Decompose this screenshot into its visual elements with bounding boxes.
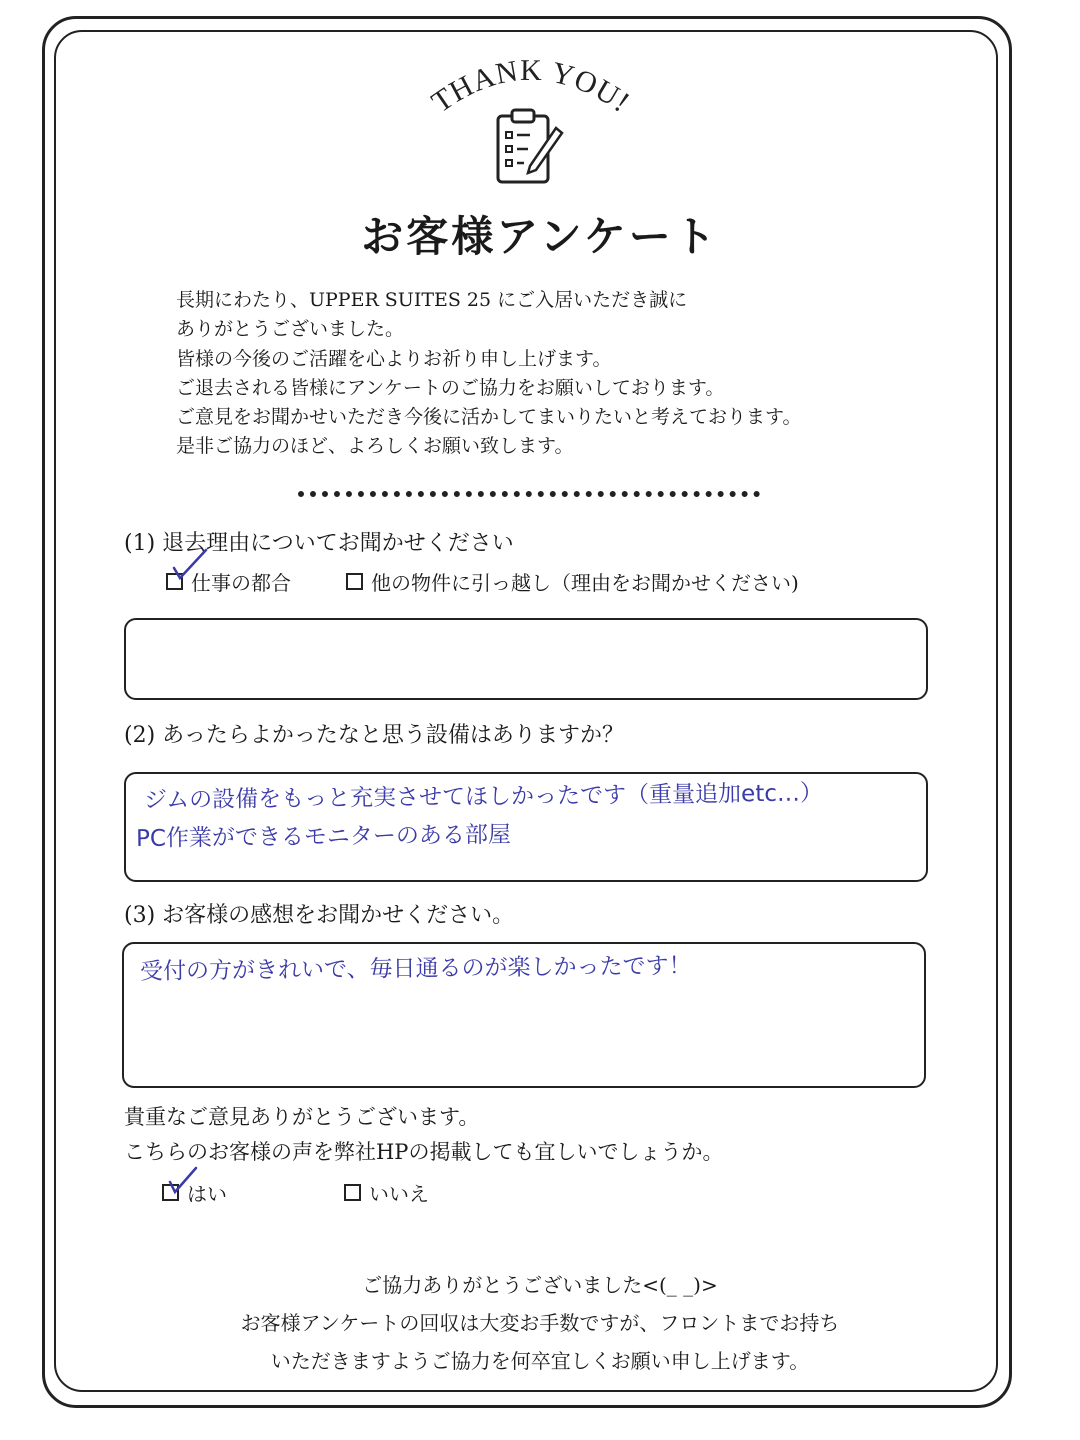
q2-answer-line-1: ジムの設備をもっと充実させてほしかったです（重量追加etc…）	[143, 780, 824, 814]
intro-line: ご意見をお聞かせいただき今後に活かしてまいりたいと考えております。	[176, 406, 802, 429]
closing-line: いただきますようご協力を何卒宜しくお願い申し上げます。	[270, 1349, 810, 1373]
q1-answer-box[interactable]	[124, 618, 928, 700]
thank-you-text: THANK YOU!	[425, 53, 637, 120]
q1-moving-checkbox[interactable]	[346, 573, 363, 590]
intro-line: ありがとうございました。	[176, 318, 405, 341]
consent-no-checkbox[interactable]	[344, 1184, 361, 1201]
question-1-label: (1) 退去理由についてお聞かせください	[124, 531, 514, 556]
intro-line: ご退去される皆様にアンケートのご協力をお願いしております。	[176, 376, 725, 399]
page-title: お客様アンケート	[361, 212, 719, 261]
q2-answer-line-2: PC作業ができるモニターのある部屋	[135, 822, 512, 852]
q3-answer-line-1: 受付の方がきれいで、毎日通るのが楽しかったです！	[139, 953, 692, 985]
consent-option-no[interactable]	[344, 1178, 429, 1207]
consent-yes-label: はい	[187, 1182, 227, 1206]
closing-line: お客様アンケートの回収は大変お手数ですが、フロントまでお持ち	[240, 1311, 840, 1335]
intro-line: 皆様の今後のご活躍を心よりお祈り申し上げます。	[176, 347, 612, 370]
intro-line: 是非ご協力のほど、よろしくお願い致します。	[176, 435, 574, 458]
consent-no-label: いいえ	[369, 1182, 429, 1206]
question-3-label: (3) お客様の感想をお聞かせください。	[124, 903, 515, 928]
question-2-label: (2) あったらよかったなと思う設備はありますか？	[124, 723, 624, 748]
intro-paragraph	[176, 286, 876, 462]
q1-option-moving[interactable]	[346, 567, 799, 596]
closing-message	[0, 1266, 1080, 1380]
dotted-separator	[298, 491, 760, 497]
q1-moving-label: 他の物件に引っ越し（理由をお聞かせください)	[371, 571, 799, 595]
consent-question-line: こちらのお客様の声を弊社HPの掲載しても宜しいでしょうか。	[124, 1140, 724, 1164]
intro-line: 長期にわたり、UPPER SUITES 25 にご入居いただき誠に	[176, 289, 688, 311]
consent-thanks-line: 貴重なご意見ありがとうございます。	[124, 1105, 480, 1129]
q1-work-label: 仕事の都合	[191, 571, 291, 595]
q1-checkmark-icon	[170, 546, 210, 586]
clipboard-checklist-icon	[494, 106, 564, 186]
closing-line: ご協力ありがとうございました<(_ _)>	[362, 1273, 718, 1297]
consent-checkmark-icon	[166, 1164, 200, 1198]
